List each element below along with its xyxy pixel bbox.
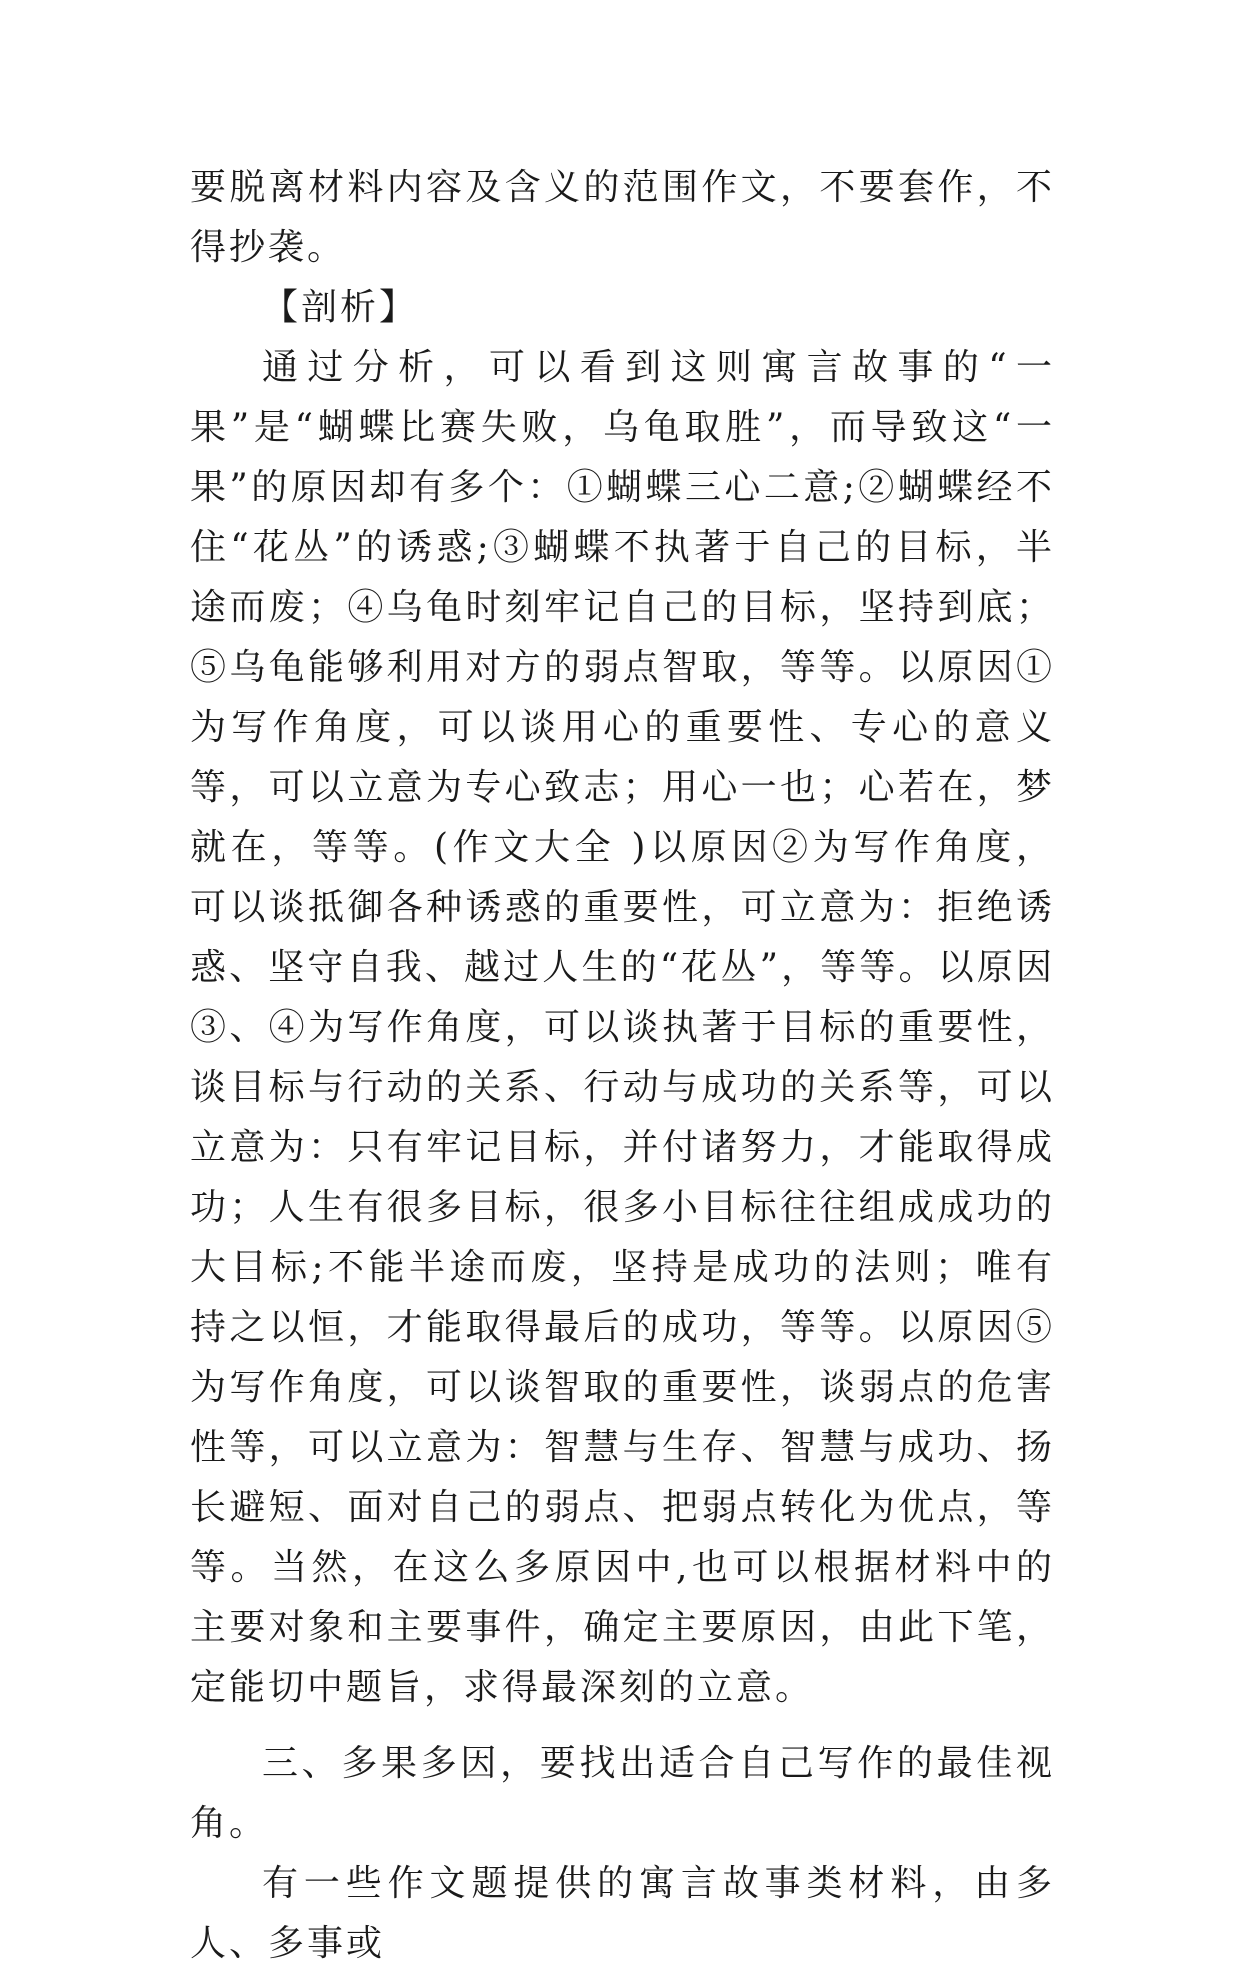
paragraph-analysis: 通过分析，可以看到这则寓言故事的“一果”是“蝴蝶比赛失败，乌龟取胜”，而导致这“一果”的原因却有多个：①蝴蝶三心二意;②蝴蝶经不住“花丛”的诱惑;③蝴蝶不执著于自己的目标，半途而废；④乌龟时刻牢记自己的目标，坚持到底；⑤乌龟能够利用对方的弱点智取，等等。以原因①为写作角度，可以谈用心的重要性、专心的意义等，可以立意为专心致志；用心一也；心若在，梦就在，等等。(作文大全 )以原因②为写作角度，可以谈抵御各种诱惑的重要性，可立意为：拒绝诱惑、坚守自我、越过人生的“花丛”，等等。以原因③、④为写作角度，可以谈执著于目标的重要性，谈目标与行动的关系、行动与成功的关系等，可以立意为：只有牢记目标，并付诸努力，才能取得成功；人生有很多目标，很多小目标往往组成成功的大目标;不能半途而废，坚持是成功的法则；唯有持之以恒，才能取得最后的成功，等等。以原因⑤为写作角度，可以谈智取的重要性，谈弱点的危害性等，可以立意为：智慧与生存、智慧与成功、扬长避短、面对自己的弱点、把弱点转化为优点，等等。当然，在这么多原因中,也可以根据材料中的主要对象和主要事件，确定主要原因，由此下笔，定能切中题旨，求得最深刻的立意。 [190, 347, 1055, 1708]
paragraph-intro: 有一些作文题提供的寓言故事类材料，由多人、多事或 [190, 1863, 1055, 1964]
section-heading-three: 三、多果多因，要找出适合自己写作的最佳视角。 [190, 1743, 1055, 1844]
section-label-analysis: 【剖析】 [262, 287, 419, 328]
paragraph-continuation: 要脱离材料内容及含义的范围作文，不要套作，不得抄袭。 [190, 167, 1055, 268]
document-body [190, 158, 1055, 1974]
